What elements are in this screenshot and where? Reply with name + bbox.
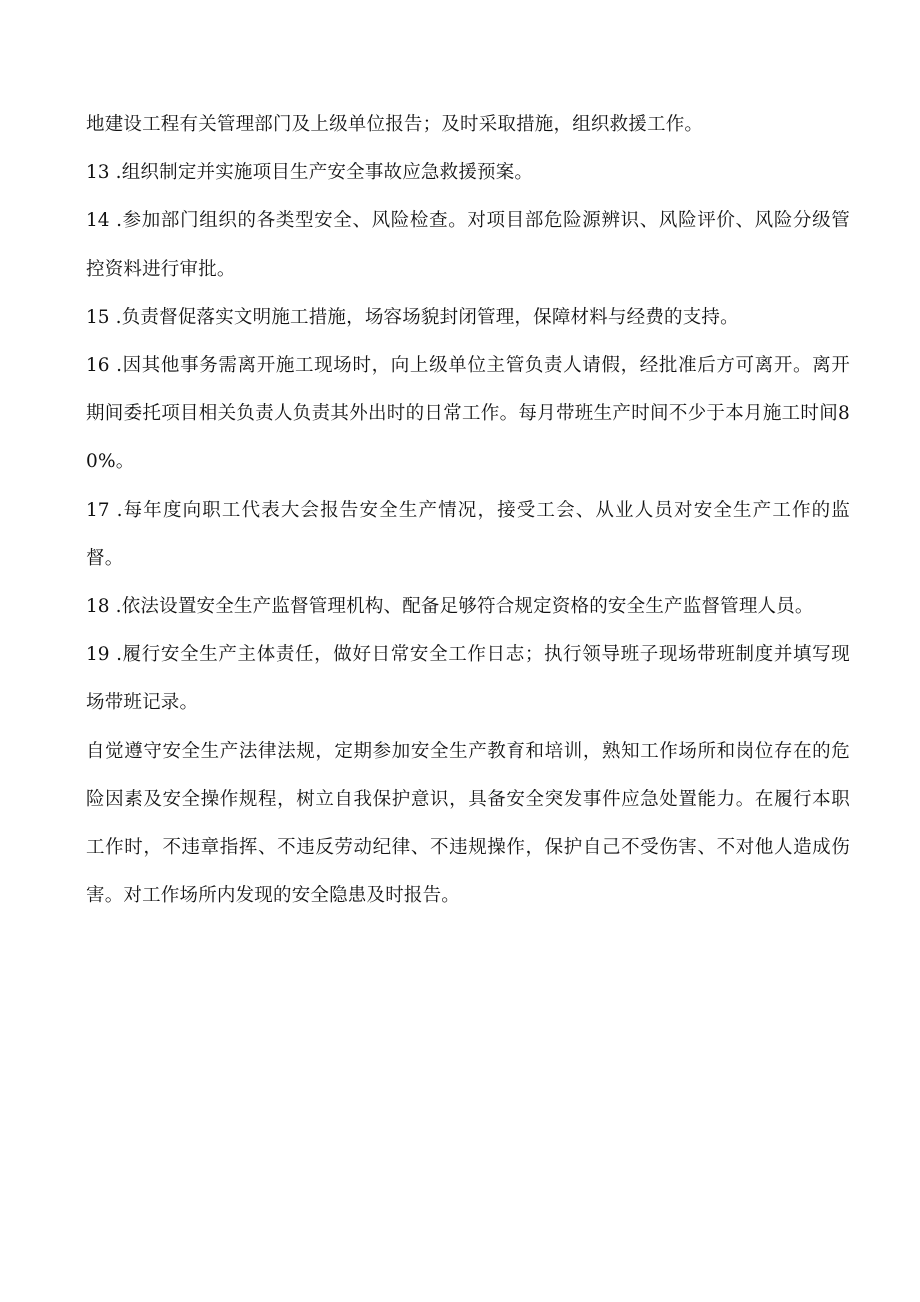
list-item-text: 依法设置安全生产监督管理机构、配备足够符合规定资格的安全生产监督管理人员。 bbox=[121, 596, 814, 618]
list-item-separator: . bbox=[109, 499, 123, 521]
list-item-text: 负责督促落实文明施工措施，场容场貌封闭管理，保障材料与经费的支持。 bbox=[121, 306, 739, 328]
list-item-number: 18 bbox=[86, 596, 110, 618]
document-body bbox=[86, 101, 850, 920]
list-item-14 bbox=[86, 197, 850, 293]
list-item-number: 16 bbox=[86, 355, 110, 377]
list-item-separator: . bbox=[109, 210, 123, 232]
list-item-number: 15 bbox=[86, 306, 110, 328]
list-item-text: 组织制定并实施项目生产安全事故应急救援预案。 bbox=[121, 162, 534, 184]
list-item-number: 13 bbox=[86, 162, 110, 184]
list-item-text: 因其他事务需离开施工现场时，向上级单位主管负责人请假，经批准后方可离开。离开期间委托项目相关负责人负责其外出时的日常工作。每月带班生产时间不少于本月施工时间80%。 bbox=[86, 355, 850, 473]
list-item-separator: . bbox=[109, 355, 123, 377]
list-item-15 bbox=[86, 294, 850, 342]
list-item-separator: . bbox=[109, 596, 122, 618]
list-item-text: 履行安全生产主体责任，做好日常安全工作日志；执行领导班子现场带班制度并填写现场带班记录。 bbox=[86, 644, 850, 714]
list-item-16 bbox=[86, 342, 850, 487]
list-item-separator: . bbox=[109, 306, 122, 328]
paragraph-text: 地建设工程有关管理部门及上级单位报告；及时采取措施，组织救援工作。 bbox=[86, 114, 704, 135]
list-item-number: 14 bbox=[86, 210, 110, 232]
list-item-text: 参加部门组织的各类型安全、风险检查。对项目部危险源辨识、风险评价、风险分级管控资料进行审批。 bbox=[86, 210, 850, 280]
list-item-text: 每年度向职工代表大会报告安全生产情况，接受工会、从业人员对安全生产工作的监督。 bbox=[86, 499, 850, 569]
list-item-17 bbox=[86, 487, 850, 583]
paragraph-closing bbox=[86, 728, 850, 921]
list-item-separator: . bbox=[109, 644, 123, 666]
list-item-18 bbox=[86, 583, 850, 631]
paragraph-continuation bbox=[86, 101, 850, 149]
list-item-number: 19 bbox=[86, 644, 110, 666]
list-item-13 bbox=[86, 149, 850, 197]
list-item-19 bbox=[86, 631, 850, 727]
list-item-number: 17 bbox=[86, 499, 110, 521]
list-item-separator: . bbox=[109, 162, 122, 184]
paragraph-text: 自觉遵守安全生产法律法规，定期参加安全生产教育和培训，熟知工作场所和岗位存在的危险因素及安全操作规程，树立自我保护意识，具备安全突发事件应急处置能力。在履行本职工作时，不违章指挥、不违反劳动纪律、不违规操作，保护自己不受伤害、不对他人造成伤害。对工作场所内发现的安全隐患及时报告。 bbox=[86, 740, 850, 907]
